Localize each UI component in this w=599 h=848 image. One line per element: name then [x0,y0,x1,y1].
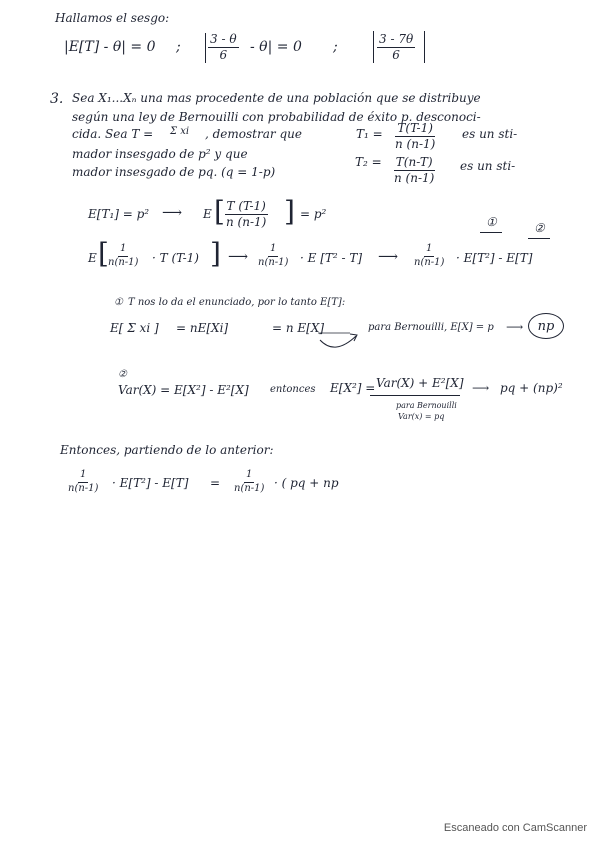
problem-line-1: Sea X₁...Xₙ una mas procedente de una población que se distribuye [72,91,481,105]
arrow: ⟶ [228,249,249,265]
separator: ; [333,39,338,55]
bracket-open: [ [214,195,225,228]
derivation-r2-end: · E[T²] - E[T] [456,251,533,265]
note1-text: T nos lo da el enunciado, por lo tanto E[T]: [128,297,346,308]
conclusion-mid: · E[T²] - E[T] [112,476,189,490]
note2-under-2: Var(x) = pq [398,412,445,421]
note1-result: np [537,318,555,334]
note2-word: entonces [270,384,316,395]
problem-number: 3. [50,91,64,107]
note1-comment: para Bernouilli, E[X] = p [368,322,494,333]
sum-xi: Σ xi [170,126,190,137]
note2-eq-left: Var(X) = E[X²] - E²[X] [118,383,249,397]
arrow: ⟶ [506,320,524,334]
note2-marker: ② [118,369,127,380]
bias-equation-1: |E[T] - θ| = 0 [64,39,156,55]
problem-line-2: según una ley de Bernouilli con probabilidad de éxito p. desconoci- [72,110,481,124]
note1-marker: ① [114,297,123,308]
conclusion-text: Entonces, partiendo de lo anterior: [60,443,274,457]
conclusion-eq: = [210,476,221,490]
conclusion-fraction: $\frac{1}{n(n-1)}$ [68,469,99,494]
expectation-e: E [203,207,212,221]
term-marker-1: ① [486,215,497,229]
term-marker-2: ② [534,221,545,235]
note1-eq-left: E[ Σ xi ] [110,321,159,335]
separator: ; [176,39,181,55]
t1-label: T₁ = [356,127,383,141]
derivation-r1-right: = p² [300,207,327,221]
bias-equation-2-fraction: $\frac{3 - \theta}{6}$ [210,32,237,62]
bracket-close: ] [210,237,221,270]
arrow: ⟶ [378,249,399,265]
note1-eq-mid-2: = n E[X] [272,321,325,335]
arrow: ⟶ [162,205,183,221]
bracket-open: [ [98,237,109,270]
problem-line-4c: es un sti- [460,159,516,173]
arrow: ⟶ [472,381,490,395]
note2-eq-right: Var(X) + E²[X] [376,376,464,390]
derivation-r2-mid-2: · E [T² - T] [300,251,363,265]
problem-line-3b: , demostrar que [205,127,302,141]
problem-line-5: mador insesgado de pq. (q = 1-p) [72,165,276,179]
derivation-r2-mid: · T (T-1) [152,251,199,265]
note2-under-1: para Bernouilli [396,401,457,410]
conclusion-end: · ( pq + np [274,476,339,490]
derivation-r2-fraction: $\frac{1}{n(n-1)}$ [108,243,139,268]
scanner-watermark: Escaneado con CamScanner [443,822,587,834]
derivation-r2-fraction-3: $\frac{1}{n(n-1)}$ [414,243,445,268]
problem-line-4: mador insesgado de p² y que [72,147,248,161]
t1-fraction: $\frac{T(T-1)}{n (n-1)}$ [395,121,436,151]
note2-result: pq + (np)² [500,381,563,395]
bias-equation-3-fraction: $\frac{3 - 7\theta}{6}$ [379,32,414,62]
conclusion-fraction-2: $\frac{1}{n(n-1)}$ [234,469,265,494]
bias-equation-2-rest: - θ| = 0 [250,39,302,55]
derivation-r2-fraction-2: $\frac{1}{n(n-1)}$ [258,243,289,268]
bracket-close: ] [284,195,295,228]
t2-fraction: $\frac{T(n-T)}{n (n-1)}$ [394,155,435,185]
expectation-e: E [88,251,97,265]
bias-heading: Hallamos el sesgo: [55,11,170,25]
derivation-r1-fraction: $\frac{T (T-1)}{n (n-1)}$ [226,199,267,229]
derivation-r1-left: E[T₁] = p² [88,207,150,221]
t2-label: T₂ = [355,155,382,169]
note1-eq-mid: = nE[Xi] [176,321,229,335]
problem-line-3a: cida. Sea T = [72,127,154,141]
note2-eq-mid: E[X²] = [330,381,376,395]
problem-line-3c: es un sti- [462,127,518,141]
